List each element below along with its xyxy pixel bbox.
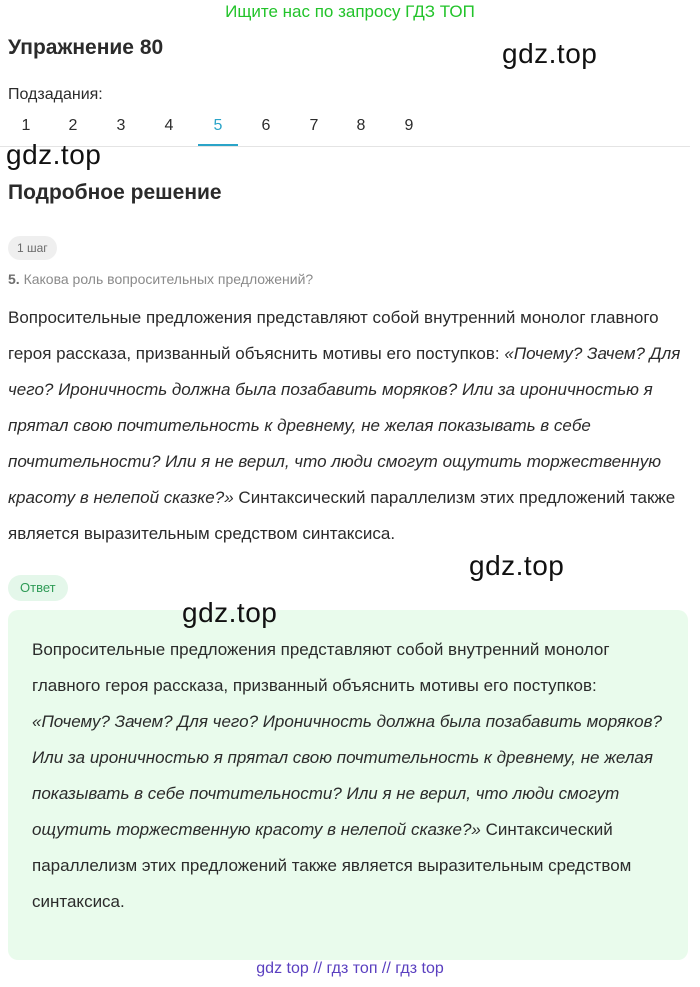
answer-intro: Вопросительные предложения представляют собой внутренний монолог главного героя рассказа, призванный объяснить мотивы его поступков: <box>32 640 610 695</box>
subtasks-label: Подзадания: <box>8 86 103 103</box>
tab-subtask-6[interactable]: 6 <box>261 117 271 134</box>
top-banner[interactable]: Ищите нас по запросу ГДЗ ТОП <box>225 2 475 21</box>
solution-outro: Синтаксический параллелизм этих предложений также является выразительным средством синтаксиса. <box>8 488 676 543</box>
tab-subtask-7[interactable]: 7 <box>309 117 319 134</box>
solution-text <box>8 300 688 552</box>
subtask-tabs <box>0 108 690 147</box>
tab-subtask-4[interactable]: 4 <box>164 117 174 134</box>
tab-subtask-5[interactable]: 5 <box>198 108 238 146</box>
tab-subtask-1[interactable]: 1 <box>21 117 31 134</box>
solution-intro: Вопросительные предложения представляют собой внутренний монолог главного героя рассказа, призванный объяснить мотивы его поступков: <box>8 308 659 363</box>
step-badge: 1 шаг <box>8 236 57 260</box>
watermark-text: gdz.top <box>182 597 278 628</box>
answer-text <box>32 632 668 920</box>
solution-quote: «Почему? Зачем? Для чего? Ироничность должна была позабавить моряков? Или за ироничностью я прятал свою почтительность к древнему, не желая показывать в себе почтительности? Или я не верил, что люди смогут ощутить торжественную красоту в нелепой сказке?» <box>8 344 681 507</box>
answer-badge: Ответ <box>8 575 68 601</box>
answer-quote: «Почему? Зачем? Для чего? Ироничность должна была позабавить моряков? Или за ироничностью я прятал свою почтительность к древнему, не желая показывать в себе почтительности? Или я не верил, что люди смогут ощутить торжественную красоту в нелепой сказке?» <box>32 712 662 839</box>
question-text <box>8 271 313 287</box>
page-title: Упражнение 80 <box>8 36 164 59</box>
tab-subtask-3[interactable]: 3 <box>116 117 126 134</box>
watermark-text: gdz.top <box>502 38 598 69</box>
footer-links[interactable]: gdz top // гдз топ // гдз top <box>256 960 444 977</box>
tab-subtask-8[interactable]: 8 <box>356 117 366 134</box>
answer-outro: Синтаксический параллелизм этих предложений также является выразительным средством синтаксиса. <box>32 820 632 911</box>
tab-subtask-2[interactable]: 2 <box>68 117 78 134</box>
watermark-text: gdz.top <box>6 139 102 170</box>
answer-box <box>8 610 688 960</box>
watermark-text: gdz.top <box>469 550 565 581</box>
section-title: Подробное решение <box>8 181 222 204</box>
question-body: Какова роль вопросительных предложений? <box>19 271 314 287</box>
question-number: 5. <box>8 271 20 287</box>
tab-subtask-9[interactable]: 9 <box>404 117 414 134</box>
